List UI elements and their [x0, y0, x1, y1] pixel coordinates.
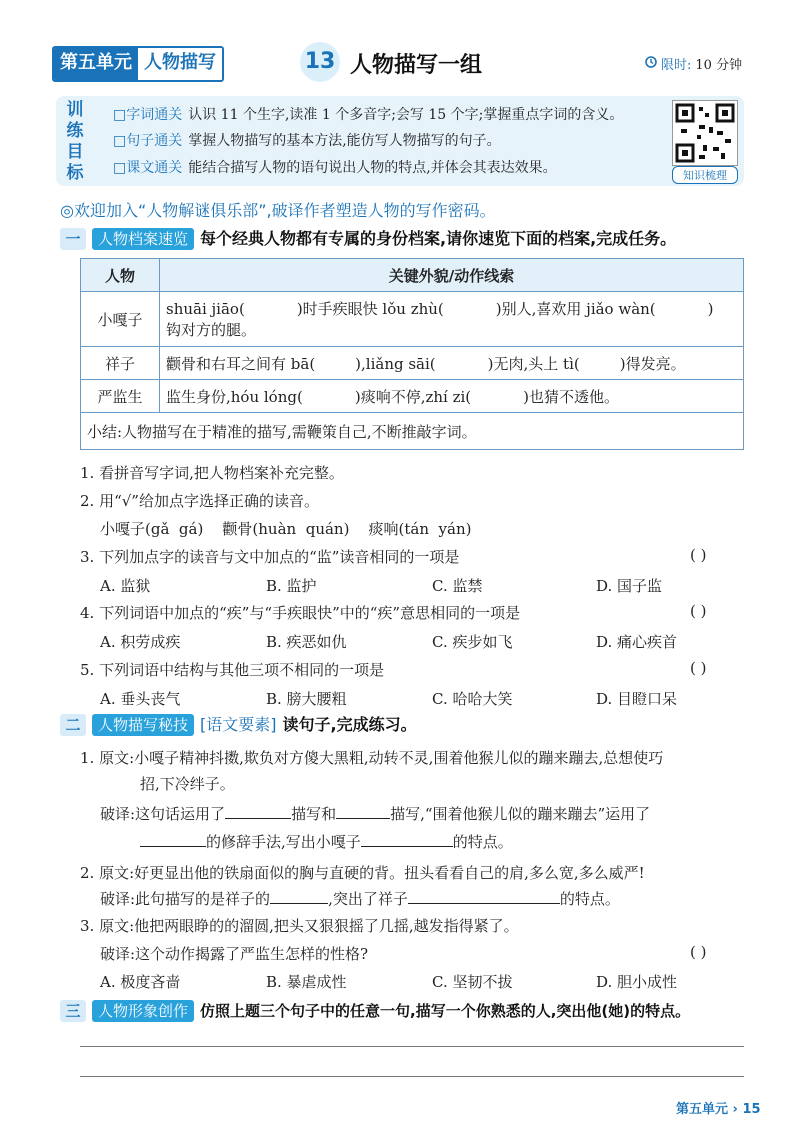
- writing-line[interactable]: [80, 1076, 744, 1077]
- question-3: 3. 下列加点字的读音与文中加点的“监”读音相同的一项是: [80, 548, 460, 566]
- clue-text: )也猜不透他。: [523, 387, 620, 406]
- clue-text: 颧骨和右耳之间有 bā(: [166, 354, 316, 373]
- answer-paren[interactable]: ( ): [690, 602, 707, 620]
- topic-label: 人物描写: [138, 48, 222, 80]
- goals-label: [60, 100, 90, 184]
- goal-text: 能结合描写人物的语句说出人物的特点,并体会其表达效果。: [188, 160, 557, 176]
- qr-caption: 知识梳理: [672, 166, 738, 184]
- goal-tag[interactable]: □课文通关: [113, 160, 183, 176]
- option[interactable]: C. 监禁: [432, 577, 483, 595]
- clue-text: )别人,喜欢用 jiǎo wàn(: [495, 300, 656, 318]
- clue-text: 监生身份,hóu lóng(: [166, 387, 303, 406]
- answer-blank[interactable]: [140, 832, 206, 847]
- character-name: 严监生: [81, 380, 160, 413]
- sentence-3-translation: 破译:这个动作揭露了严监生怎样的性格?: [100, 945, 369, 963]
- footer-unit: 第五单元: [676, 1102, 729, 1117]
- unit-label: 第五单元: [54, 48, 138, 80]
- table-row: [81, 292, 744, 347]
- timer-value: 10 分钟: [695, 58, 743, 73]
- option[interactable]: D. 目瞪口呆: [596, 690, 678, 708]
- sentence-1-original: 1. 原文:小嘎子精神抖擞,欺负对方傻大黑粗,动转不灵,围着他猴儿似的蹦来蹦去,总想使巧: [80, 749, 664, 767]
- section2-header: [60, 714, 417, 736]
- translation-text: 的特点。: [452, 833, 513, 851]
- clue-text: )得发亮。: [619, 354, 686, 373]
- answer-paren[interactable]: ( ): [690, 659, 707, 677]
- translation-text: 破译:这句话运用了: [100, 805, 226, 823]
- goals-label-char: 训: [66, 100, 84, 120]
- sentence-3-original: 3. 原文:他把两眼睁的的溜圆,把头又狠狠摇了几摇,越发指得紧了。: [80, 917, 519, 935]
- option[interactable]: B. 监护: [266, 577, 317, 595]
- table-row: [81, 380, 744, 413]
- clue-text: ),liǎng sāi(: [355, 354, 436, 373]
- option[interactable]: A. 监狱: [100, 577, 151, 595]
- clue-text: 钩对方的腿。: [166, 321, 257, 339]
- sentence-2-translation: [100, 888, 620, 909]
- option[interactable]: A. 极度吝啬: [100, 973, 181, 991]
- lesson-number: 13: [300, 42, 340, 82]
- answer-blank[interactable]: [270, 889, 328, 904]
- page-number: 15: [742, 1102, 761, 1117]
- section-number: 二: [60, 714, 86, 736]
- question-2: 2. 用“√”给加点字选择正确的读音。: [80, 492, 319, 510]
- translation-text: 描写,“围着他猴儿似的蹦来蹦去”运用了: [390, 805, 651, 823]
- section1-header: [60, 228, 676, 250]
- character-clue: [160, 380, 744, 413]
- question-4: 4. 下列词语中加点的“疾”与“手疾眼快”中的“疾”意思相同的一项是: [80, 604, 521, 622]
- answer-blank[interactable]: [408, 889, 560, 904]
- unit-tag: [52, 46, 224, 82]
- clock-icon: [645, 56, 657, 72]
- translation-text: 的修辞手法,写出小嘎子: [206, 833, 361, 851]
- option[interactable]: B. 疾恶如仇: [266, 633, 347, 651]
- clue-text: )无肉,头上 tì(: [487, 354, 580, 373]
- option[interactable]: D. 痛心疾首: [596, 633, 678, 651]
- option[interactable]: A. 积劳成疾: [100, 633, 181, 651]
- section-instruction: 读句子,完成练习。: [282, 715, 417, 734]
- clue-text: )时手疾眼快 lǒu zhù(: [296, 300, 444, 318]
- character-name: 小嘎子: [81, 292, 160, 347]
- option[interactable]: C. 疾步如飞: [432, 633, 513, 651]
- question-2-items[interactable]: 小嘎子(gǎ gá) 颧骨(huàn quán) 痰响(tán yán): [100, 520, 472, 538]
- table-summary: 小结:人物描写在于精准的描写,需鞭策自己,不断推敲字词。: [81, 413, 744, 450]
- profile-table: [80, 258, 744, 450]
- table-row: [81, 347, 744, 380]
- qr-code[interactable]: [672, 100, 738, 166]
- option[interactable]: D. 国子监: [596, 577, 663, 595]
- character-clue: [160, 292, 744, 347]
- section-number: 三: [60, 1000, 86, 1022]
- option[interactable]: C. 坚韧不拔: [432, 973, 513, 991]
- intro-text: ◎欢迎加入“人物解谜俱乐部”,破译作者塑造人物的写作密码。: [60, 201, 496, 220]
- section-number: 一: [60, 228, 86, 250]
- goal-item: [113, 104, 623, 124]
- translation-text: ,突出了祥子: [328, 890, 408, 908]
- sentence-2-original: 2. 原文:好更显出他的铁扇面似的胸与直硬的背。扭头看看自己的肩,多么宽,多么威严!: [80, 864, 645, 882]
- answer-blank[interactable]: [361, 832, 453, 847]
- goal-text: 掌握人物描写的基本方法,能仿写人物描写的句子。: [188, 133, 501, 149]
- option[interactable]: A. 垂头丧气: [100, 690, 181, 708]
- translation-text: 破译:此句描写的是祥子的: [100, 890, 271, 908]
- question-5: 5. 下列词语中结构与其他三项不相同的一项是: [80, 661, 385, 679]
- goal-text: 认识 11 个生字,读准 1 个多音字;会写 15 个字;掌握重点字词的含义。: [188, 107, 624, 123]
- answer-blank[interactable]: [225, 804, 291, 819]
- section-instruction: 仿照上题三个句子中的任意一句,描写一个你熟悉的人,突出他(她)的特点。: [200, 1002, 691, 1020]
- writing-line[interactable]: [80, 1046, 744, 1047]
- table-header-clue: 关键外貌/动作线索: [160, 259, 744, 292]
- sentence-1-original-cont: 招,下冷绊子。: [140, 775, 235, 793]
- section-name: 人物形象创作: [92, 1000, 194, 1022]
- answer-blank[interactable]: [336, 804, 390, 819]
- character-clue: [160, 347, 744, 380]
- clue-text: shuāi jiāo(: [166, 300, 245, 318]
- timer-label: 限时:: [661, 58, 692, 73]
- option[interactable]: D. 胆小成性: [596, 973, 678, 991]
- goal-tag[interactable]: □字词通关: [113, 107, 183, 123]
- sentence-1-translation: [100, 803, 650, 824]
- answer-paren[interactable]: ( ): [690, 546, 707, 564]
- section-tag: [语文要素]: [200, 715, 277, 734]
- lesson-title: 人物描写一组: [350, 53, 483, 78]
- goal-tag[interactable]: □句子通关: [113, 133, 183, 149]
- option[interactable]: B. 暴虐成性: [266, 973, 347, 991]
- clue-text: ): [707, 300, 714, 318]
- section-name: 人物描写秘技: [92, 714, 194, 736]
- section-instruction: 每个经典人物都有专属的身份档案,请你速览下面的档案,完成任务。: [200, 229, 677, 248]
- page-footer: [676, 1098, 761, 1117]
- sentence-1-translation-cont: [140, 831, 513, 852]
- goals-label-char: 标: [66, 163, 84, 183]
- translation-text: 描写和: [291, 805, 337, 823]
- table-header-name: 人物: [81, 259, 160, 292]
- answer-paren[interactable]: ( ): [690, 943, 707, 961]
- goal-item: [113, 157, 557, 177]
- option[interactable]: C. 哈哈大笑: [432, 690, 513, 708]
- timer: [645, 54, 742, 73]
- goals-label-char: 练: [66, 121, 84, 141]
- section3-header: [60, 1000, 690, 1022]
- goal-item: [113, 130, 501, 150]
- translation-text: 的特点。: [559, 890, 620, 908]
- question-1: 1. 看拼音写字词,把人物档案补充完整。: [80, 464, 344, 482]
- option[interactable]: B. 膀大腰粗: [266, 690, 347, 708]
- goals-label-char: 目: [66, 142, 84, 162]
- chevron-right-icon: ›: [732, 1102, 738, 1117]
- clue-text: )痰响不停,zhí zi(: [354, 387, 472, 406]
- section-name: 人物档案速览: [92, 228, 194, 250]
- character-name: 祥子: [81, 347, 160, 380]
